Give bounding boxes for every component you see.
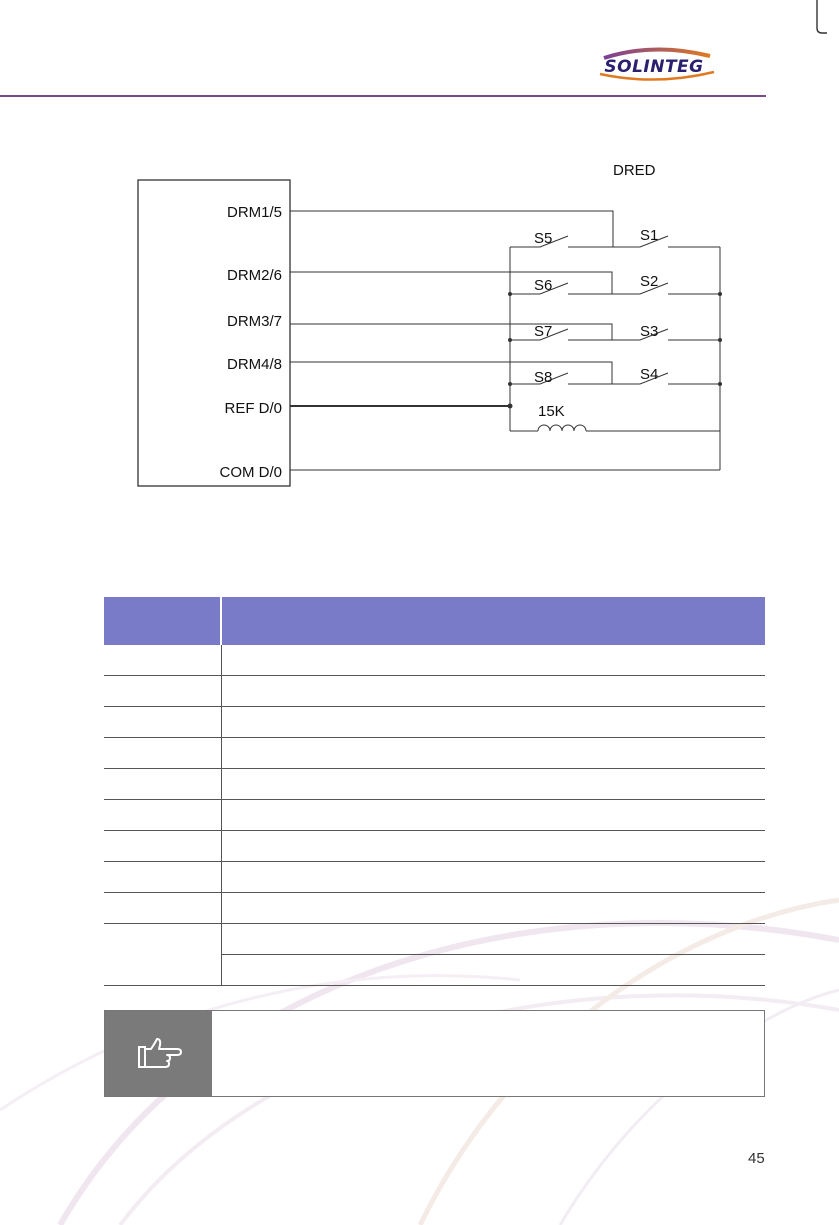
table-header-requirement [221,597,765,645]
drm-mode-table [104,597,765,986]
table-row [104,800,765,831]
terminal-drm4-8: DRM4/8 [226,356,282,373]
table-header-row [104,597,765,645]
switch-s5: S5 [534,230,553,247]
dred-wiring-diagram [120,150,740,500]
table-row [104,862,765,893]
junction-dots [508,292,723,409]
terminal-drm1-5: DRM1/5 [226,204,282,221]
terminal-com-d0: COM D/0 [219,464,282,481]
switch-s6: S6 [534,277,553,294]
table-row [104,831,765,862]
terminal-ref-d0: REF D/0 [224,400,282,417]
switch-s7: S7 [534,323,553,340]
switch-s1: S1 [640,227,659,244]
solinteg-logo [586,44,722,82]
inverter-terminal-box [138,180,290,486]
resistor-label: 15K [538,403,565,420]
table-row [104,645,765,676]
table-row [104,769,765,800]
dred-title: DRED [613,162,656,179]
table-row [104,707,765,738]
terminal-drm3-7: DRM3/7 [226,313,282,330]
note-icon-cell [105,1011,212,1096]
page-number: 45 [748,1150,765,1167]
wiring [290,211,720,470]
logo-text: SOLINTEG [604,57,704,77]
table-row [104,924,765,955]
page-corner-mark [815,0,827,34]
table-row [104,738,765,769]
header-rule [0,95,766,97]
pointing-hand-icon [135,1037,183,1071]
table-row [104,676,765,707]
terminal-drm2-6: DRM2/6 [226,267,282,284]
table-header-mode [104,597,221,645]
switch-s4: S4 [640,366,659,383]
note-box [104,1010,765,1097]
switch-s2: S2 [640,273,659,290]
switch-s3: S3 [640,323,659,340]
switch-s8: S8 [534,369,553,386]
table-row [104,893,765,924]
